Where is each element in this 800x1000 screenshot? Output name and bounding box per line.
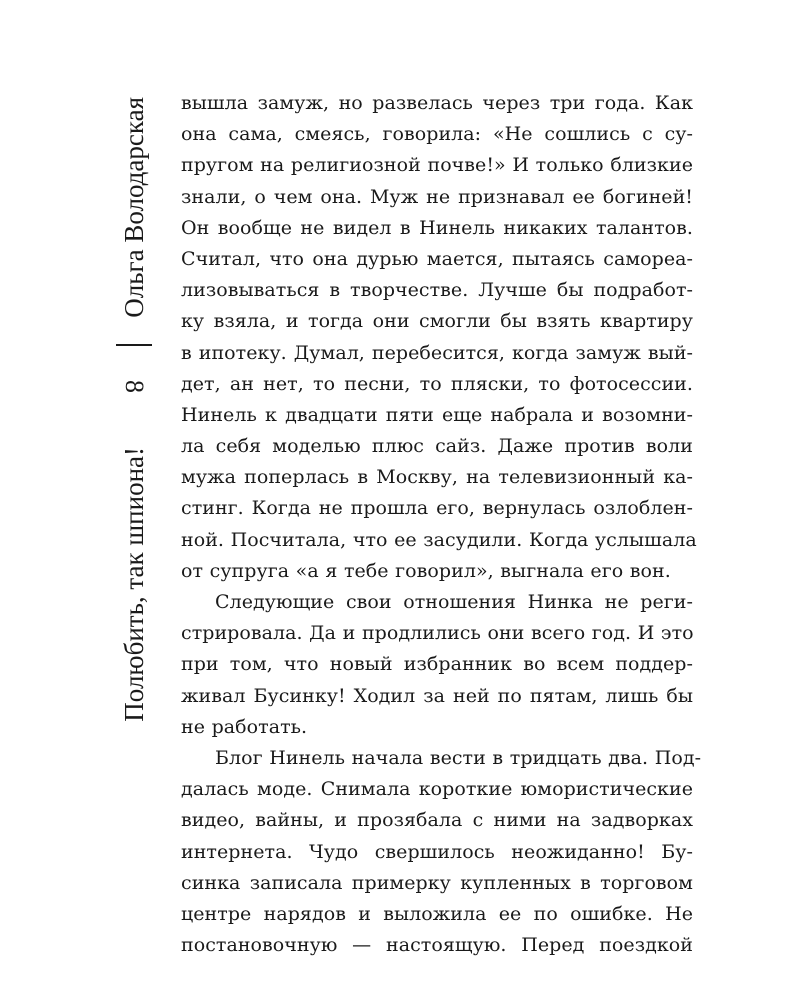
text-line: знали, о чем она. Муж не признавал ее богиней! xyxy=(181,185,693,208)
running-head-book-title: Полюбить, так шпиона! xyxy=(119,446,149,722)
running-head xyxy=(112,98,156,738)
running-head-author-block xyxy=(112,98,156,316)
text-line: далась моде. Снимала короткие юмористические xyxy=(181,778,693,801)
text-line: центре нарядов и выложила ее по ошибке. Не xyxy=(181,902,693,925)
text-line: вышла замуж, но развелась через три года. Как xyxy=(181,92,693,114)
text-line: не работать. xyxy=(181,715,308,738)
text-line: она сама, смеясь, говорила: «Не сошлись с су- xyxy=(181,123,693,146)
page-number: 8 xyxy=(120,379,149,393)
text-line: видео, вайны, и прозябала с ними на задворках xyxy=(181,809,693,832)
text-line: стинг. Когда не прошла его, вернулась озлоблен- xyxy=(181,497,693,520)
text-line: лизовываться в творчестве. Лучше бы подработ- xyxy=(181,279,693,302)
text-line: живал Бусинку! Ходил за ней по пятам, лишь бы xyxy=(181,684,693,707)
text-line: интернета. Чудо свершилось неожиданно! Бу- xyxy=(181,840,693,863)
text-line: при том, что новый избранник во всем поддер- xyxy=(181,653,693,676)
running-head-divider xyxy=(116,344,152,346)
text-line: Нинель к двадцати пяти еще набрала и возомни- xyxy=(181,403,693,426)
text-line: ной. Посчитала, что ее засудили. Когда услышала xyxy=(181,528,697,551)
text-line: от супруга «а я тебе говорил», выгнала его вон. xyxy=(181,559,671,582)
paragraph-first-line: Следующие свои отношения Нинка не реги- xyxy=(215,591,693,613)
text-line: дет, ан нет, то песни, то пляски, то фотосессии. xyxy=(181,372,693,395)
paragraph-first-line: Блог Нинель начала вести в тридцать два. Под- xyxy=(215,746,702,769)
running-head-title-block xyxy=(112,430,156,738)
text-line: постановочную — настоящую. Перед поездкой xyxy=(181,934,693,957)
text-line: ку взяла, и тогда они смогли бы взять квартиру xyxy=(181,310,693,333)
text-line: стрировала. Да и продлились они всего год. И это xyxy=(181,622,694,645)
text-line: Считал, что она дурью мается, пытаясь самореа- xyxy=(181,247,693,270)
text-line: Он вообще не видел в Нинель никаких талантов. xyxy=(181,216,693,239)
text-line: ла себя моделью плюс сайз. Даже против воли xyxy=(181,435,693,458)
page-body-text xyxy=(181,88,702,961)
text-line: пругом на религиозной почве!» И только близкие xyxy=(181,154,693,177)
text-line: синка записала примерку купленных в торговом xyxy=(181,871,693,894)
page-number-block xyxy=(112,368,156,404)
text-line: в ипотеку. Думал, перебесится, когда замуж вый- xyxy=(181,341,693,364)
text-line: мужа поперлась в Москву, на телевизионный ка- xyxy=(181,466,693,489)
running-head-author: Ольга Володарская xyxy=(119,96,149,318)
